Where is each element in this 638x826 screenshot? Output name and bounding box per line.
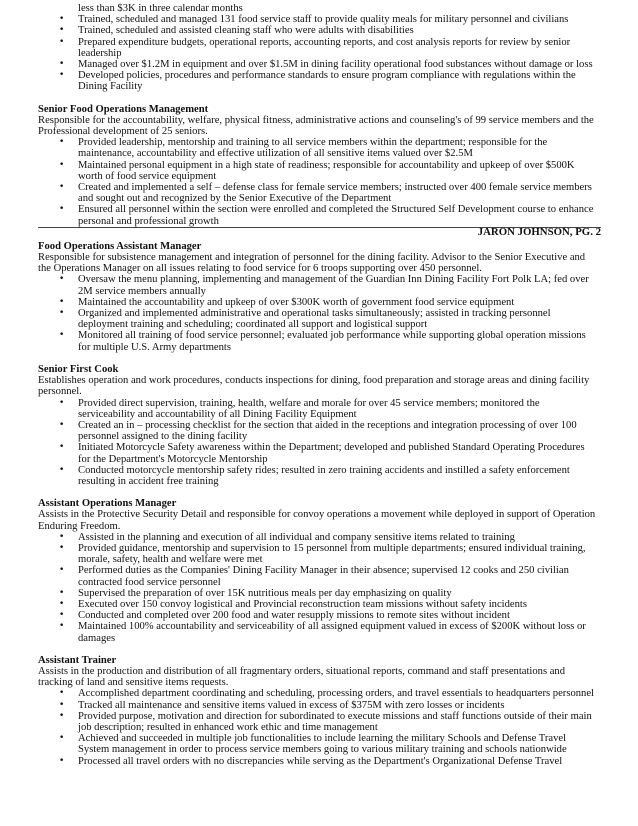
section-description: Responsible for the accountability, welfare, physical fitness, administrative actions and counseling's of 99 service members and the Professional development of 25 seniors.: [38, 114, 594, 138]
list-item: • Ensured all personnel within the section were enrolled and completed the Structured Self Development course to enhance personal and professional growth: [78, 204, 594, 226]
section-senior-first-cook: [0, 364, 638, 487]
list-item: • Accomplished department coordinating and scheduling, processing orders, and travel essentials to headquarters personnel: [78, 688, 594, 699]
list-item: • Executed over 150 convoy logistical and Provincial reconstruction team missions without safety incidents: [78, 599, 594, 610]
section-bullet-list: [0, 274, 638, 352]
page-header-row: [38, 227, 601, 239]
list-item: • Maintained 100% accountability and serviceability of all assigned equipment valued in excess of $200K without loss or damages: [78, 621, 594, 643]
list-item: • Performed duties as the Companies' Dining Facility Manager in their absence; supervised 12 cooks and 250 civilian contracted food service personnel: [78, 565, 594, 587]
list-item: • Developed policies, procedures and performance standards to ensure program compliance with regulations within the Dining Facility: [78, 70, 594, 92]
list-item: • Created an in – processing checklist for the section that aided in the receptions and integration processing of over 100 personnel assigned to the dining facility: [78, 420, 594, 442]
list-item: • Provided leadership, mentorship and training to all service members within the department; responsible for the maintenance, accountability and effective utilization of all sensitive items valued over $2.5M: [78, 137, 594, 159]
section-title: Food Operations Assistant Manager: [38, 240, 202, 252]
section-bullet-list: [0, 532, 638, 644]
list-item: • Conducted motorcycle mentorship safety rides; resulted in zero training accidents and instilled a safety enforcement resulting in accident free training: [78, 465, 594, 487]
section-title: Assistant Operations Manager: [38, 498, 177, 510]
section-senior-food-operations: [0, 104, 638, 227]
section-description: Responsible for subsistence management and integration of personnel for the dining facility. Advisor to the Senior Executive and the Operations Manager on all issues relating to food service for 6 troops supporting over 450 personnel.: [38, 252, 586, 275]
list-item: • Created and implemented a self – defense class for female service members; instructed over 400 female service members and sought out and recognized by the Senior Executive of the Department: [78, 182, 594, 204]
list-item: • Provided purpose, motivation and direction for subordinated to execute missions and staff functions outside of their main job description; resulted in enhanced work ethic and time management: [78, 711, 594, 733]
section-bullet-list: [0, 688, 638, 766]
list-item: • Achieved and succeeded in multiple job functionalities to include learning the military Schools and Defense Travel System management in order to process service members going to various military training and schools nationwide: [78, 733, 594, 755]
list-item: • Monitored all training of food service personnel; evaluated job performance while supporting global operation missions for multiple U.S. Army departments: [78, 330, 594, 352]
list-item: • Initiated Motorcycle Safety awareness within the Department; developed and published Standard Operating Procedures for the Department's Motorcycle Mentorship: [78, 442, 594, 464]
page-header-name: JARON JOHNSON, PG. 2: [477, 225, 601, 238]
list-item: less than $3K in three calendar months: [78, 3, 243, 14]
section-description: Assists in the production and distribution of all fragmentary orders, situational reports, command and staff presentations and tracking of land and sensitive items requests.: [38, 665, 566, 689]
list-item: • Trained, scheduled and managed 131 food service staff to provide quality meals for military personnel and civilians: [78, 14, 594, 25]
section-description: Assists in the Protective Security Detail and responsible for convoy operations a movement while deployed in support of Operation Enduring Freedom.: [38, 509, 596, 532]
list-item: • Conducted and completed over 200 food and water resupply missions to remote sites without incident: [78, 610, 594, 621]
section-bullet-list: [0, 398, 638, 488]
list-item: • Oversaw the menu planning, implementing and management of the Guardian Inn Dining Facility Fort Polk LA; fed over 2M service members annually: [78, 274, 594, 296]
list-item: • Provided direct supervision, training, health, welfare and morale for over 45 service members; monitored the serviceability and accountability of all Dining Facility Equipment: [78, 398, 594, 420]
section-title: Assistant Trainer: [38, 654, 117, 666]
section-food-operations-assistant-manager: [0, 241, 638, 353]
section-bullet-list: [0, 137, 638, 227]
list-item: • Prepared expenditure budgets, operational reports, accounting reports, and cost analysis reports for review by senior leadership: [78, 37, 594, 59]
section-title: Senior First Cook: [38, 363, 119, 375]
list-item: • Trained, scheduled and assisted cleaning staff who were adults with disabilities: [78, 25, 594, 36]
section-description: Establishes operation and work procedures, conducts inspections for dining, food preparation and storage areas and dining facility personnel.: [38, 375, 590, 398]
list-item: • Maintained personal equipment in a high state of readiness; responsible for accountability and upkeep of over $500K worth of food service equipment: [78, 160, 594, 182]
list-item: • Managed over $1.2M in equipment and over $1.5M in dining facility operational food substances without damage or loss: [78, 59, 594, 70]
list-item: • Supervised the preparation of over 15K nutritious meals per day emphasizing on quality: [78, 588, 594, 599]
list-item: • Maintained the accountability and upkeep of over $300K worth of government food service equipment: [78, 297, 594, 308]
section-assistant-trainer: [0, 655, 638, 767]
list-item: • Tracked all maintenance and sensitive items valued in excess of $375M with zero losses or incidents: [78, 700, 594, 711]
list-item: • Processed all travel orders with no discrepancies while serving as the Department's Organizational Defense Travel: [78, 756, 594, 767]
top-bullet-list: [0, 0, 638, 93]
section-assistant-operations-manager: [0, 498, 638, 644]
list-item: • Provided guidance, mentorship and supervision to 15 personnel from multiple departments; ensured individual training, morale, safety, health and welfare were met: [78, 543, 594, 565]
section-title: Senior Food Operations Management: [38, 103, 209, 115]
list-item: • Organized and implemented administrative and operational tasks simultaneously; assisted in tracking personnel deployment training and scheduling; coordinated all support and logistical support: [78, 308, 594, 330]
list-item: • Assisted in the planning and execution of all individual and company sensitive items related to training: [78, 532, 594, 543]
